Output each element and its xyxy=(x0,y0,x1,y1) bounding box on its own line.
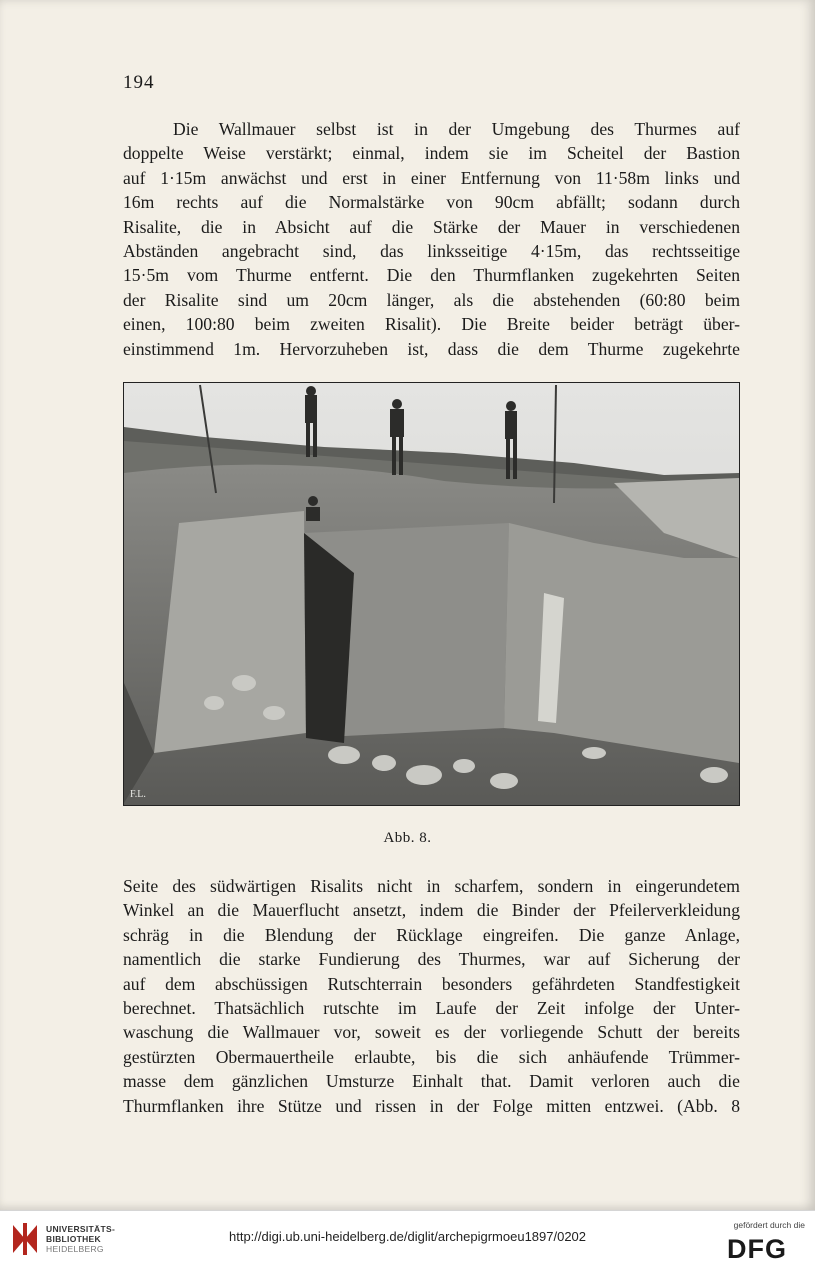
library-name-line: UNIVERSITÄTS- xyxy=(46,1224,116,1234)
text-line: auf dem abschüssigen Rutschterrain besonders gefährdeten Standfestigkeit xyxy=(123,973,740,994)
text-line: Winkel an die Mauerflucht ansetzt, indem die Binder der Pfeilerverkleidung xyxy=(123,900,740,921)
viewer-footer xyxy=(0,1210,815,1269)
funding-note: gefördert durch die xyxy=(733,1220,805,1230)
page-number: 194 xyxy=(123,72,155,93)
library-name-line: BIBLIOTHEK xyxy=(46,1234,101,1244)
text-line: 15·5m vom Thurme entfernt. Die den Thurmflanken zugekehrten Seiten xyxy=(123,265,740,286)
paragraph-1 xyxy=(123,117,740,361)
text-line: masse dem gänzlichen Umsturze Einhalt that. Damit verloren auch die xyxy=(123,1071,740,1092)
figure-caption: Abb. 8. xyxy=(383,830,432,846)
funder-name: DFG xyxy=(727,1234,787,1261)
text-line: namentlich die starke Fundierung des Thurmes, war auf Sicherung der xyxy=(123,949,740,970)
photo-signature: F.L. xyxy=(130,789,146,800)
text-line: Seite des südwärtigen Risalits nicht in scharfem, sondern in eingerundetem xyxy=(123,876,740,896)
text-line: der Risalite sind um 20cm länger, als die abstehenden (60:80 beim xyxy=(123,289,740,310)
text-line: einstimmend 1m. Hervorzuheben ist, dass die dem Thurme zugekehrte xyxy=(123,338,740,359)
text-line: Abständen angebracht sind, das linksseitige 4·15m, das rechtsseitige xyxy=(123,241,740,262)
text-line: schräg in die Blendung der Rücklage eingreifen. Die ganze Anlage, xyxy=(123,924,740,945)
text-line: Thurmflanken ihre Stütze und rissen in der Folge mitten entzwei. (Abb. 8 xyxy=(123,1095,740,1116)
text-line: doppelte Weise verstärkt; einmal, indem sie im Scheitel der Bastion xyxy=(123,143,740,164)
text-line: berechnet. Thatsächlich rutschte im Laufe der Zeit infolge der Unter- xyxy=(123,998,740,1019)
dfg-logo-icon[interactable] xyxy=(725,1233,803,1261)
paragraph-2 xyxy=(123,874,740,1118)
text-line: Die Wallmauer selbst ist in der Umgebung des Thurmes auf xyxy=(173,119,740,139)
excavation-photo-illustration xyxy=(124,383,739,805)
figure-photograph xyxy=(123,382,740,806)
permalink-url[interactable]: http://digi.ub.uni-heidelberg.de/diglit/archepigrmoeu1897/0202 xyxy=(228,1229,587,1244)
text-line: gestürzten Obermauertheile erlaubte, bis die sich anhäufende Trümmer- xyxy=(123,1046,740,1067)
text-line: auf 1·15m anwächst und erst in einer Entfernung von 11·58m links und xyxy=(123,167,740,188)
library-name-line: HEIDELBERG xyxy=(46,1244,104,1254)
text-line: Risalite, die in Absicht auf die Stärke der Mauer in verschiedenen xyxy=(123,216,740,237)
text-line: 16m rechts auf die Normalstärke von 90cm abfällt; sodann durch xyxy=(123,192,740,213)
text-line: einen, 100:80 beim zweiten Risalit). Die Breite beider beträgt über- xyxy=(123,314,740,335)
text-line: waschung die Wallmauer vor, soweit es der vorliegende Schutt der bereits xyxy=(123,1022,740,1043)
